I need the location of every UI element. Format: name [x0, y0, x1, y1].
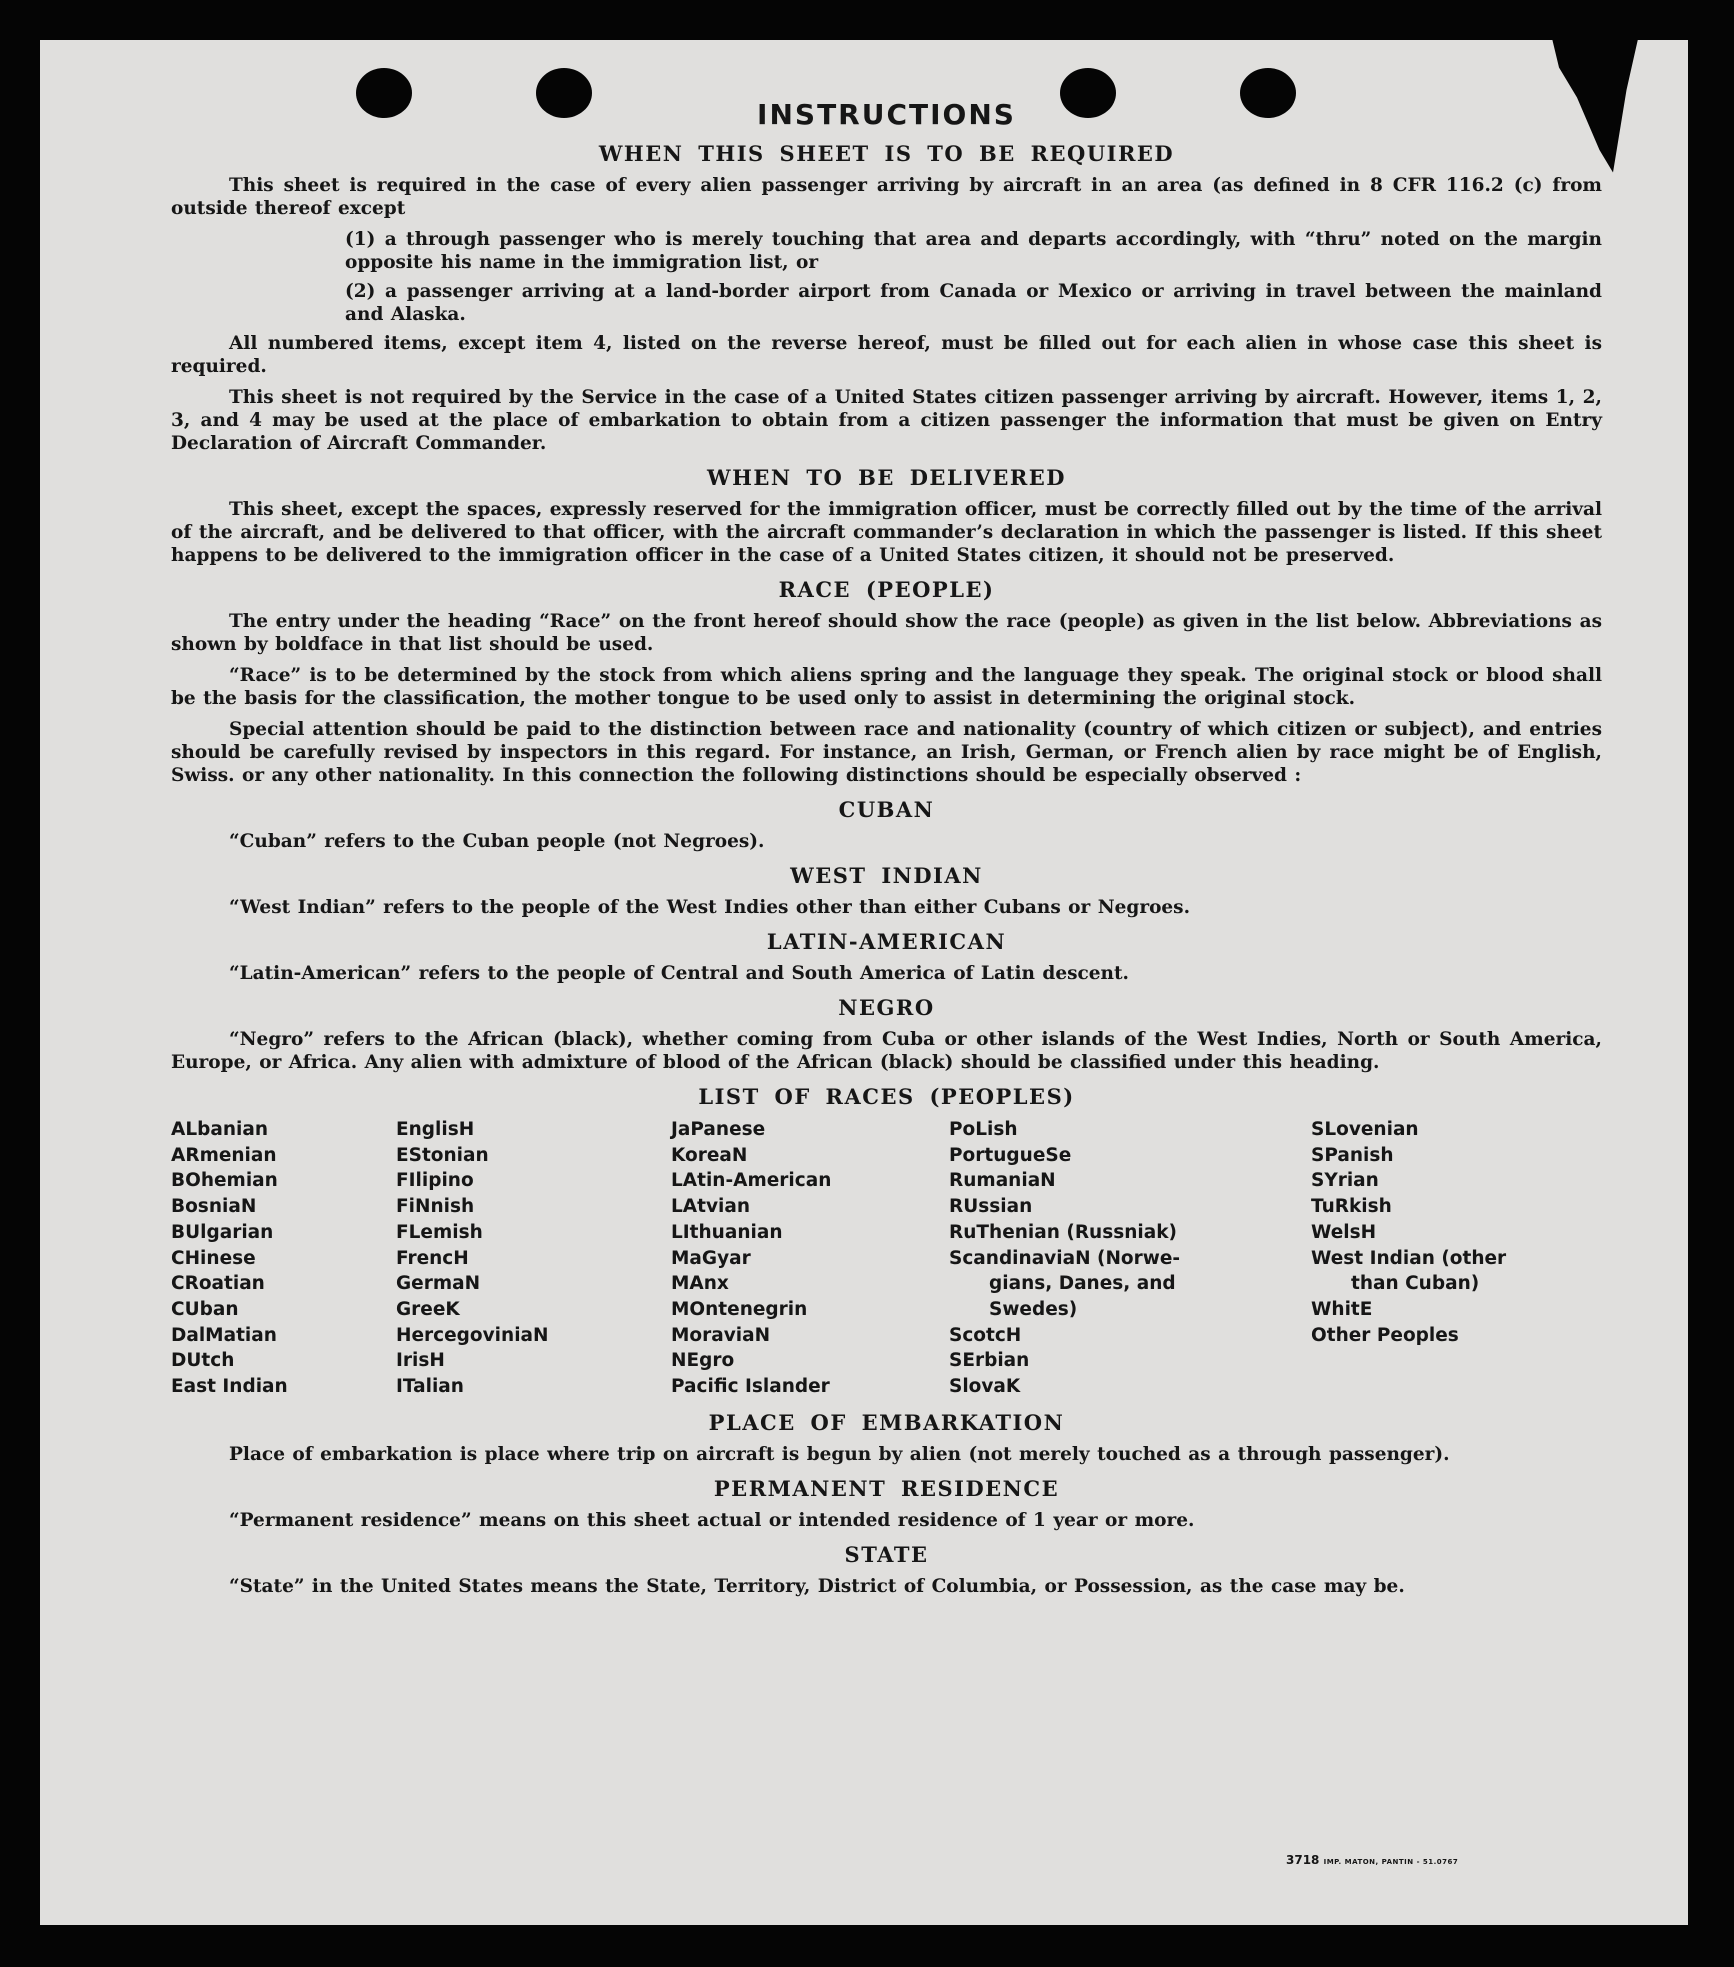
race-entry: LAtvian [671, 1196, 751, 1218]
race-entry: RUssian [949, 1196, 1033, 1218]
heading-negro: NEGRO [838, 995, 935, 1020]
races-column [171, 1117, 396, 1400]
race-entry: FLemish [396, 1221, 483, 1243]
paragraph: “Negro” refers to the African (black), whether coming from Cuba or other islands of the West Indies, North or South America, Europe, or Africa. Any alien with admixture of blood of the African (black) should be classified under this heading. [171, 1029, 1602, 1073]
paragraph: Special attention should be paid to the distinction between race and nationality (country of which citizen or subject), and entries should be carefully revised by inspectors in this regard. For instance, an Irish, German, or French alien by race might be of English, Swiss. or any other nationality. In this connection the following distinctions should be especially observed : [171, 719, 1602, 786]
paragraph: “Cuban” refers to the Cuban people (not Negroes). [229, 831, 765, 852]
race-entry: than Cuban) [1351, 1273, 1480, 1295]
printer-imprint: IMP. MATON, PANTIN - 51.0767 [1323, 1858, 1459, 1866]
paragraph: This sheet, except the spaces, expressly reserved for the immigration officer, must be correctly filled out by the time of the arrival of the aircraft, and be delivered to that officer, with the aircraft commander’s declaration in which the passenger is listed. If this sheet happens to be delivered to the immigration officer in the case of a United States citizen, it should not be preserved. [171, 499, 1602, 566]
paragraph: “Permanent residence” means on this sheet actual or intended residence of 1 year or more. [229, 1509, 1195, 1531]
race-entry: FIlipino [396, 1170, 474, 1192]
race-entry: EStonian [396, 1144, 489, 1166]
paragraph: All numbered items, except item 4, listed on the reverse hereof, must be filled out for each alien in whose case this sheet is required. [171, 333, 1602, 377]
race-entry: gians, Danes, and [989, 1273, 1176, 1295]
race-entry: JaPanese [671, 1119, 766, 1140]
heading-when-delivered: WHEN TO BE DELIVERED [706, 465, 1066, 490]
print-footer [1286, 1853, 1458, 1867]
race-entry: ARmenian [171, 1144, 277, 1166]
races-column [1311, 1117, 1571, 1400]
race-entry: CHinese [171, 1247, 256, 1269]
race-entry: LIthuanian [671, 1221, 783, 1243]
race-entry: MOntenegrin [671, 1298, 808, 1320]
document-sheet [40, 40, 1688, 1925]
race-entry: NEgro [671, 1350, 735, 1372]
race-entry: FiNnish [396, 1196, 475, 1218]
race-entry: SPanish [1311, 1144, 1394, 1166]
race-entry: IrisH [396, 1350, 445, 1372]
race-entry: CRoatian [171, 1273, 265, 1295]
race-entry: SYrian [1311, 1170, 1379, 1192]
paragraph: The entry under the heading “Race” on the front hereof should show the race (people) as given in the list below. Abbreviations as shown by boldface in that list should be used. [171, 611, 1602, 655]
heading-west-indian: WEST INDIAN [790, 863, 983, 888]
race-entry: BosniaN [171, 1196, 257, 1218]
races-column [671, 1117, 949, 1400]
race-entry: West Indian (other [1311, 1247, 1507, 1269]
paragraph: This sheet is not required by the Service in the case of a United States citizen passenger arriving by aircraft. However, items 1, 2, 3, and 4 may be used at the place of embarkation to obtain from a citizen passenger the information that must be given on Entry Declaration of Aircraft Commander. [171, 387, 1602, 454]
race-entry: CUban [171, 1298, 239, 1320]
race-entry: Swedes) [989, 1298, 1078, 1320]
heading-cuban: CUBAN [838, 797, 935, 822]
race-entry: TuRkish [1311, 1196, 1392, 1218]
race-entry: DalMatian [171, 1324, 277, 1346]
race-entry: RuThenian (Russniak) [949, 1221, 1178, 1243]
race-entry: HercegoviniaN [396, 1324, 549, 1346]
race-entry: RumaniaN [949, 1170, 1056, 1192]
list-item [311, 228, 1602, 274]
heading-when-required: WHEN THIS SHEET IS TO BE REQUIRED [598, 141, 1175, 166]
heading-race: RACE (PEOPLE) [778, 577, 995, 602]
race-entry: MAnx [671, 1273, 729, 1295]
heading-list-of-races: LIST OF RACES (PEOPLES) [698, 1084, 1075, 1109]
paragraph: “Race” is to be determined by the stock from which aliens spring and the language they speak. The original stock or blood shall be the basis for the classification, the mother tongue to be used only to assist in determining the original stock. [171, 665, 1602, 709]
race-entry: PortugueSe [949, 1144, 1072, 1166]
race-entry: BOhemian [171, 1170, 278, 1192]
race-entry: FrencH [396, 1247, 469, 1269]
paragraph: “State” in the United States means the State, Territory, District of Columbia, or Possession, as the case may be. [229, 1575, 1405, 1597]
races-column [396, 1117, 671, 1400]
paragraph: Place of embarkation is place where trip on aircraft is begun by alien (not merely touched as a through passenger). [229, 1443, 1450, 1465]
race-entry: GreeK [396, 1298, 460, 1320]
heading-residence: PERMANENT RESIDENCE [713, 1475, 1060, 1501]
race-entry: SErbian [949, 1350, 1030, 1372]
heading-state: STATE [844, 1541, 929, 1567]
heading-embarkation: PLACE OF EMBARKATION [708, 1409, 1065, 1435]
list-item-text: (1) a through passenger who is merely touching that area and departs accordingly, with “thru” noted on the margin opposite his name in the immigration list, or [345, 229, 1602, 273]
page-title: INSTRUCTIONS [757, 98, 1016, 131]
race-entry: WhitE [1311, 1298, 1373, 1320]
race-entry: ALbanian [171, 1119, 268, 1140]
race-entry: SlovaK [949, 1376, 1021, 1398]
race-entry: ITalian [396, 1376, 464, 1398]
race-entry: LAtin-American [671, 1170, 832, 1192]
race-entry: PoLish [949, 1119, 1018, 1140]
races-column [949, 1117, 1311, 1400]
race-entry: SLovenian [1311, 1119, 1419, 1140]
race-entry: DUtch [171, 1350, 235, 1372]
list-item [311, 280, 1602, 326]
race-entry: KoreaN [671, 1144, 748, 1166]
paragraph: “West Indian” refers to the people of the West Indies other than either Cubans or Negroes. [229, 897, 1191, 918]
list-item-text: (2) a passenger arriving at a land-border airport from Canada or Mexico or arriving in travel between the mainland and Alaska. [345, 281, 1602, 325]
race-entry: Pacific Islander [671, 1376, 830, 1398]
race-entry: MaGyar [671, 1247, 751, 1269]
races-list [171, 1117, 1602, 1400]
race-entry: WelsH [1311, 1221, 1377, 1243]
race-entry: EnglisH [396, 1119, 475, 1140]
race-entry: GermaN [396, 1273, 481, 1295]
paragraph: This sheet is required in the case of every alien passenger arriving by aircraft in an area (as defined in 8 CFR 116.2 (c) from outside thereof except [171, 175, 1602, 219]
race-entry: MoraviaN [671, 1324, 771, 1346]
document-body [171, 98, 1602, 1606]
race-entry: Other Peoples [1311, 1324, 1459, 1346]
race-entry: BUlgarian [171, 1221, 274, 1243]
paragraph: “Latin-American” refers to the people of Central and South America of Latin descent. [229, 963, 1129, 984]
form-number: 3718 [1286, 1853, 1320, 1867]
heading-latin-american: LATIN-AMERICAN [766, 929, 1007, 954]
race-entry: ScandinaviaN (Norwe- [949, 1247, 1181, 1269]
race-entry: East Indian [171, 1376, 288, 1398]
race-entry: ScotcH [949, 1324, 1022, 1346]
